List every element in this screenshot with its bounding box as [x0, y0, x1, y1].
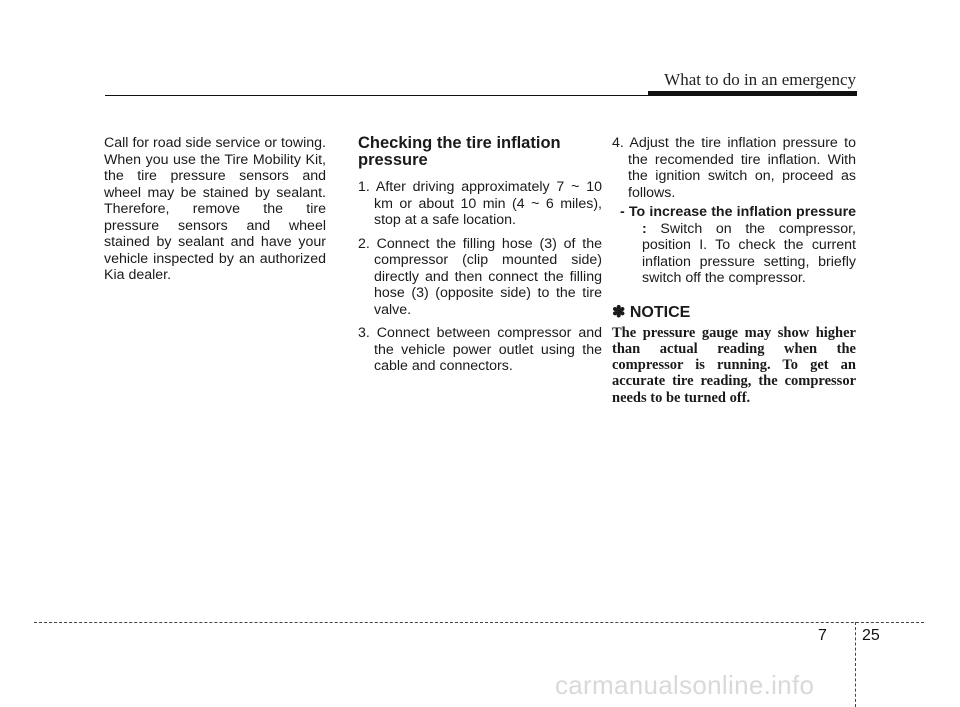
watermark: carmanualsonline.info: [555, 670, 815, 700]
footer-divider: [855, 622, 856, 707]
sub-step-text: Switch on the compressor, position I. To check the current inflation pressure setting, briefly switch off the compressor.: [642, 220, 856, 286]
step-4: 4. Adjust the tire inflation pressure to the recomended tire inflation. With the ignition switch on, proceed as follows.: [612, 135, 856, 201]
column-right: [612, 135, 856, 420]
step-3: 3. Connect between compressor and the vehicle power outlet using the cable and connectors.: [358, 325, 602, 374]
step-1: 1. After driving approximately 7 ~ 10 km or about 10 min (4 ~ 6 miles), stop at a safe location.: [358, 179, 602, 228]
section-title: What to do in an emergency: [664, 70, 856, 89]
intro-paragraph: Call for road side service or towing. When you use the Tire Mobility Kit, the tire pressure sensors and wheel may be stained by sealant. Therefore, remove the tire pressure sensors and wheel stained by sealant and have your vehicle inspected by an authorized Kia dealer.: [104, 135, 326, 283]
notice-body: The pressure gauge may show higher than actual reading when the compressor is running. To get an accurate tire reading, the compressor needs to be turned off.: [612, 324, 856, 406]
chapter-number: 7: [818, 627, 827, 644]
step-2: 2. Connect the filling hose (3) of the compressor (clip mounted side) directly and then connect the filling hose (3) (opposite side) to the tire valve.: [358, 235, 602, 318]
section-heading: Checking the tire inflation pressure: [358, 134, 561, 169]
column-middle: [358, 135, 602, 382]
sub-step-increase: [612, 204, 856, 287]
page-number: 25: [862, 627, 880, 644]
column-left: [104, 135, 326, 284]
header-rule-accent: [648, 91, 857, 96]
sub-step-label: - To increase the inflation pressure :: [620, 204, 856, 237]
notice-title: ✽ NOTICE: [612, 303, 691, 321]
footer-rule: [34, 622, 924, 623]
